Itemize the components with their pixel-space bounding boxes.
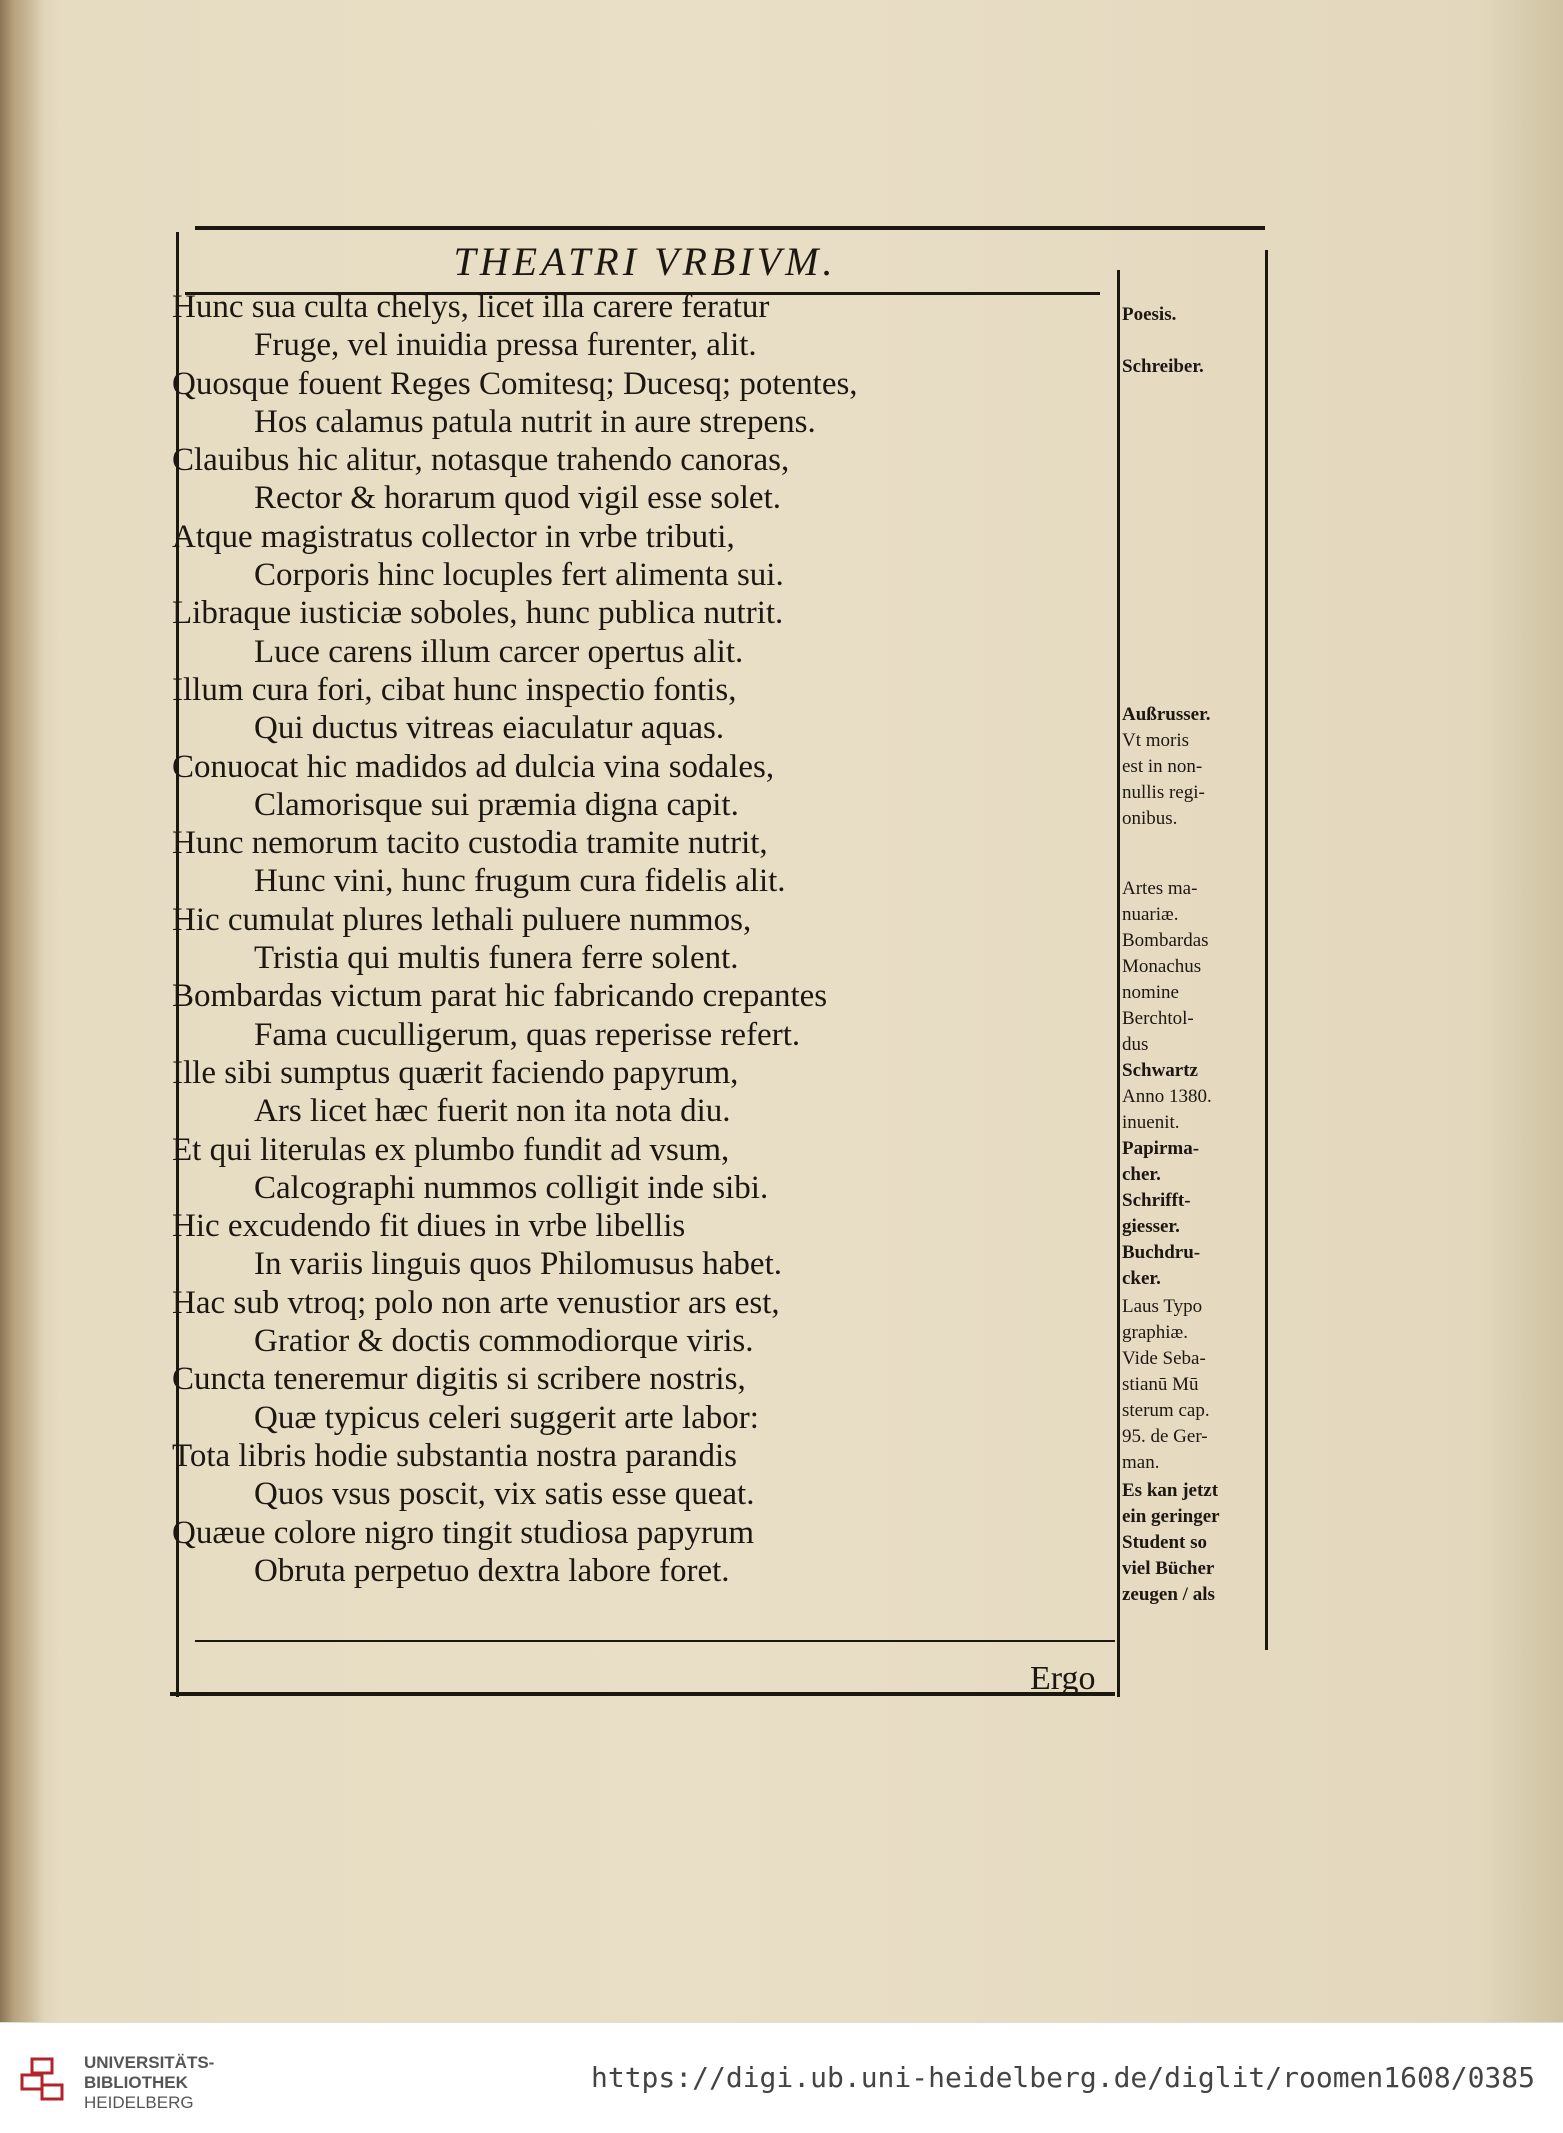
margin-note: inuenit. [1122,1112,1180,1133]
verse-line: Libraque iusticiæ soboles, hunc publica nutrit. [172,595,784,632]
verse-line: Hac sub vtroq; polo non arte venustior ars est, [172,1284,780,1321]
margin-note: stianū Mū [1122,1374,1199,1395]
margin-note: Schrifft- [1122,1190,1191,1211]
verse-line: Conuocat hic madidos ad dulcia vina sodales, [172,748,775,785]
margin-note: cker. [1122,1268,1161,1289]
verse-line: Quos vsus poscit, vix satis esse queat. [254,1476,755,1513]
verse-block [172,288,1112,1590]
verse-line: Hic excudendo fit diues in vrbe libellis [172,1208,686,1245]
margin-note: dus [1122,1034,1149,1055]
library-logo-text [84,2053,214,2113]
margin-note: viel Bücher [1122,1558,1215,1579]
text-bottom-rule [195,1640,1115,1642]
margin-note: nomine [1122,982,1179,1003]
permalink-url[interactable]: https://digi.ub.uni-heidelberg.de/diglit/roomen1608/0385 [590,2061,1535,2094]
right-frame-rule [1265,250,1268,1650]
verse-line: Atque magistratus collector in vrbe tributi, [172,518,735,555]
verse-line: Qui ductus vitreas eiaculatur aquas. [254,710,725,747]
footer-bar [0,2022,1563,2133]
verse-line: Clamorisque sui præmia digna capit. [254,786,739,823]
margin-note: onibus. [1122,808,1178,829]
margin-note: ein geringer [1122,1506,1220,1527]
margin-note: Es kan jetzt [1122,1480,1219,1501]
bottom-rule [170,1692,1115,1696]
logo-line-2: BIBLIOTHEK [84,2073,188,2092]
margin-note: Schreiber. [1122,356,1204,377]
verse-line: Et qui literulas ex plumbo fundit ad vsum, [172,1131,730,1168]
margin-note: est in non- [1122,756,1203,777]
margin-note: nullis regi- [1122,782,1205,803]
margin-note: Poesis. [1122,304,1177,325]
verse-line: Quæ typicus celeri suggerit arte labor: [254,1399,759,1436]
verse-line: Quosque fouent Reges Comitesq; Ducesq; potentes, [172,365,858,402]
margin-note: Papirma- [1122,1138,1200,1159]
margin-note: Artes ma- [1122,878,1198,899]
margin-note: Vide Seba- [1122,1348,1206,1369]
verse-line: Quæue colore nigro tingit studiosa papyrum [172,1514,754,1551]
verse-line: Luce carens illum carcer opertus alit. [254,633,744,670]
verse-line: Fruge, vel inuidia pressa furenter, alit. [254,327,757,364]
verse-line: Hos calamus patula nutrit in aure strepens. [254,403,816,440]
margin-note: Bombardas [1122,930,1209,951]
margin-note: graphiæ. [1122,1322,1188,1343]
margin-note: Berchtol- [1122,1008,1194,1029]
running-header: THEATRI VRBIVM. [453,239,837,284]
catchword: Ergo [1030,1660,1096,1697]
logo-line-3: HEIDELBERG [84,2093,194,2112]
margin-note: giesser. [1122,1216,1180,1237]
verse-line: Clauibus hic alitur, notasque trahendo canoras, [172,442,790,479]
margin-note: zeugen / als [1122,1584,1215,1605]
margin-note: cher. [1122,1164,1161,1185]
margin-note: man. [1122,1452,1160,1473]
margin-note: Anno 1380. [1122,1086,1212,1107]
verse-line: Illum cura fori, cibat hunc inspectio fontis, [172,671,737,708]
margin-note: Schwartz [1122,1060,1198,1081]
verse-line: Tota libris hodie substantia nostra parandis [172,1437,737,1474]
verse-line: Corporis hinc locuples fert alimenta sui. [254,557,784,594]
verse-line: Calcographi nummos colligit inde sibi. [254,1169,769,1206]
verse-line: Bombardas victum parat hic fabricando crepantes [172,978,828,1015]
verse-line: Gratior & doctis commodiorque viris. [254,1323,754,1360]
verse-line: Ille sibi sumptus quærit faciendo papyrum, [172,1054,739,1091]
verse-line: In variis linguis quos Philomusus habet. [254,1246,782,1283]
verse-line: Ars licet hæc fuerit non ita nota diu. [254,1093,731,1130]
verse-line: Hunc nemorum tacito custodia tramite nutrit, [172,825,768,862]
library-logo-icon [18,2055,68,2105]
top-rule [195,226,1265,230]
verse-line: Hunc vini, hunc frugum cura fidelis alit. [254,863,786,900]
margin-note: 95. de Ger- [1122,1426,1208,1447]
verse-line: Tristia qui multis funera ferre solent. [254,940,739,977]
margin-note: nuariæ. [1122,904,1179,925]
logo-line-1: UNIVERSITÄTS- [84,2053,215,2072]
margin-note: Außrusser. [1122,704,1211,725]
margin-note: Laus Typo [1122,1296,1203,1317]
margin-note: Student so [1122,1532,1207,1553]
margin-note: sterum cap. [1122,1400,1210,1421]
verse-line: Hunc sua culta chelys, licet illa carere feratur [172,289,770,325]
verse-line: Fama cuculligerum, quas reperisse refert. [254,1016,801,1053]
margin-note: Vt moris [1122,730,1190,751]
verse-line: Cuncta teneremur digitis si scribere nostris, [172,1361,746,1398]
verse-line: Rector & horarum quod vigil esse solet. [254,480,781,517]
verse-line: Hic cumulat plures lethali puluere nummos, [172,901,752,938]
margin-note: Monachus [1122,956,1202,977]
verse-line: Obruta perpetuo dextra labore foret. [254,1552,730,1589]
inner-frame-rule [1117,270,1120,1697]
margin-note: Buchdru- [1122,1242,1201,1263]
